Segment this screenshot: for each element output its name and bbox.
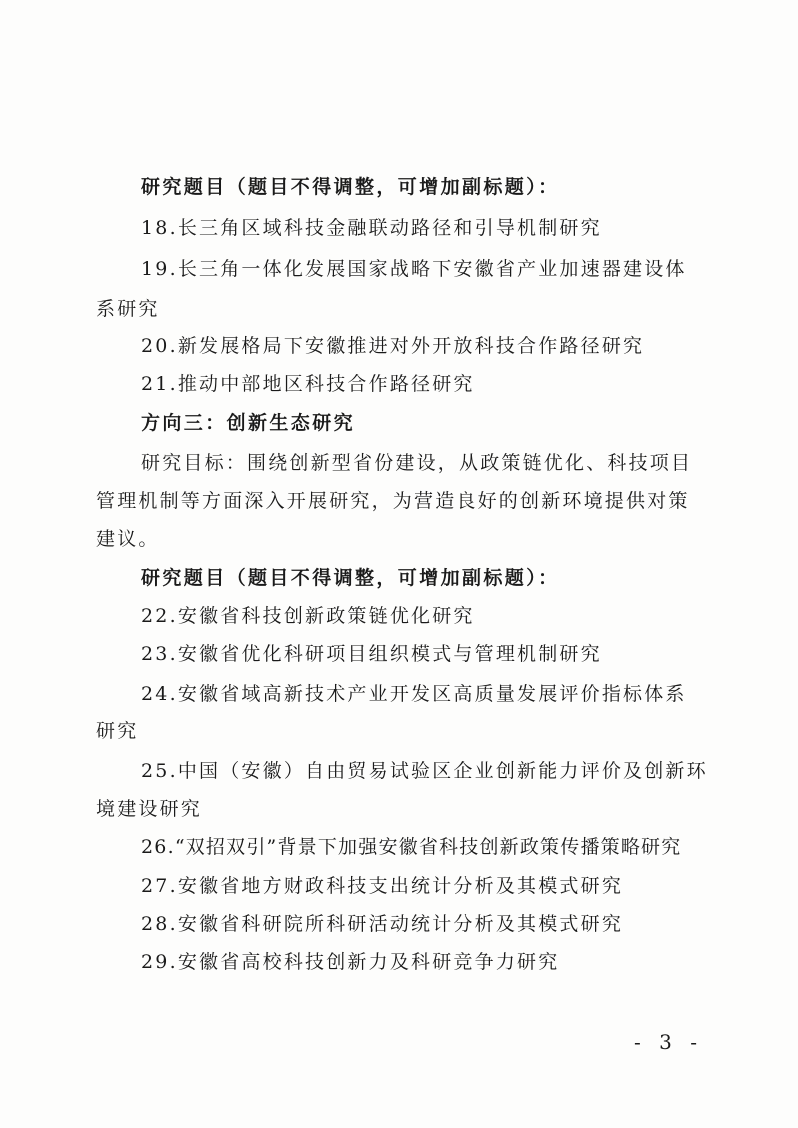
topic-item-26: 26.“双招双引”背景下加强安徽省科技创新政策传播策略研究 bbox=[141, 836, 682, 858]
topic-item-27: 27.安徽省地方财政科技支出统计分析及其模式研究 bbox=[141, 875, 624, 897]
topic-item-24-continued: 研究 bbox=[96, 720, 139, 742]
topic-item-20: 20.新发展格局下安徽推进对外开放科技合作路径研究 bbox=[141, 335, 645, 357]
topic-item-25-continued: 境建设研究 bbox=[96, 798, 203, 820]
section-heading-research-topics-2: 研究题目（题目不得调整，可增加副标题）： bbox=[141, 567, 560, 589]
topic-item-24: 24.安徽省域高新技术产业开发区高质量发展评价指标体系 bbox=[141, 683, 687, 705]
research-goal-line-3: 建议。 bbox=[96, 528, 160, 550]
topic-item-28: 28.安徽省科研院所科研活动统计分析及其模式研究 bbox=[141, 913, 624, 935]
topic-item-22: 22.安徽省科技创新政策链优化研究 bbox=[141, 605, 475, 627]
page-number: - 3 - bbox=[634, 1030, 703, 1054]
section-heading-research-topics: 研究题目（题目不得调整，可增加副标题）： bbox=[141, 176, 560, 198]
research-goal-line-2: 管理机制等方面深入开展研究，为营造良好的创新环境提供对策 bbox=[96, 490, 690, 512]
topic-item-18: 18.长三角区域科技金融联动路径和引导机制研究 bbox=[141, 217, 602, 239]
direction-three-heading: 方向三：创新生态研究 bbox=[141, 412, 356, 434]
topic-item-25: 25.中国（安徽）自由贸易试验区企业创新能力评价及创新环 bbox=[141, 760, 708, 782]
topic-item-19-continued: 系研究 bbox=[96, 298, 160, 320]
research-goal-line-1: 研究目标：围绕创新型省份建设，从政策链优化、科技项目 bbox=[141, 452, 693, 474]
topic-item-23: 23.安徽省优化科研项目组织模式与管理机制研究 bbox=[141, 643, 602, 665]
topic-item-21: 21.推动中部地区科技合作路径研究 bbox=[141, 373, 475, 395]
topic-item-29: 29.安徽省高校科技创新力及科研竞争力研究 bbox=[141, 951, 560, 973]
topic-item-19: 19.长三角一体化发展国家战略下安徽省产业加速器建设体 bbox=[141, 258, 687, 280]
